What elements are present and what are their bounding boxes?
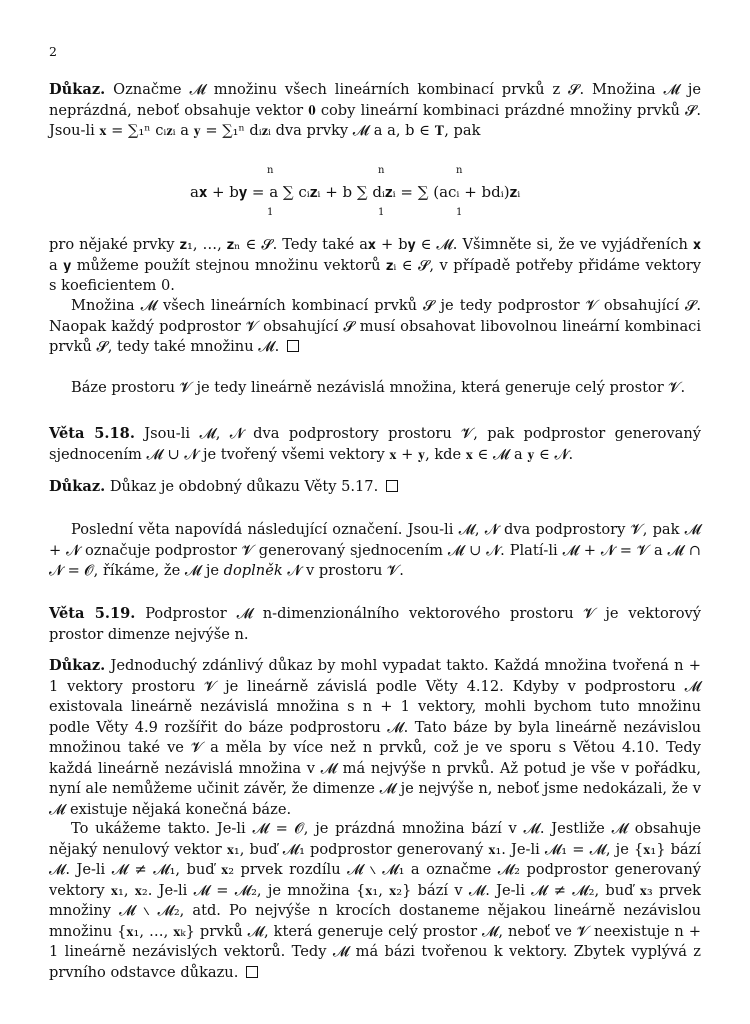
qed-square-icon	[246, 966, 258, 978]
proof1-text-3: Množina 𝓜 všech lineárních kombinací prvků 𝓢 je tedy podprostor 𝓥 obsahující 𝓢. Naopak každý podprostor 𝓥 obsahující 𝓢 musí obsahovat libovolnou lineární kombinaci prvků 𝓢, tedy také množinu 𝓜.	[49, 297, 701, 355]
remark-sum-text-after: 𝓝 v prostoru 𝓥.	[287, 562, 404, 579]
theorem-5-19	[49, 604, 701, 645]
proof1-paragraph-1	[49, 80, 701, 142]
sum3-upper-limit: n	[456, 165, 463, 176]
sum2-upper-limit: n	[378, 165, 385, 176]
equation-main: a𝐱 + b𝐲 = a ∑ cᵢ𝐳ᵢ + b ∑ dᵢ𝐳ᵢ = ∑ (acᵢ + bdᵢ)𝐳ᵢ	[190, 183, 521, 201]
proof3-paragraph-1	[49, 656, 701, 820]
sum2-lower-limit: 1	[378, 207, 385, 218]
proof2-text: Důkaz je obdobný důkazu Věty 5.17.	[109, 478, 379, 495]
qed-square-icon	[287, 340, 299, 352]
page-number: 2	[49, 44, 57, 59]
remark-sum-paragraph	[49, 520, 701, 582]
proof2-paragraph	[49, 477, 701, 498]
theorem-5-18-text: Jsou-li 𝓜, 𝓝 dva podprostory prostoru 𝓥, pak podprostor generovaný sjednocením 𝓜 ∪ 𝓝 je tvořený všemi vektory 𝐱 + 𝐲, kde 𝐱 ∈ 𝓜 a 𝐲 ∈ 𝓝.	[49, 425, 701, 463]
proof1-text-1: Označme 𝓜 množinu všech lineárních kombinací prvků z 𝓢. Množina 𝓜 je neprázdná, neboť obsahuje vektor 𝟎 coby lineární kombinaci prázdné množiny prvků 𝓢. Jsou-li 𝐱 = ∑₁ⁿ cᵢ𝐳ᵢ a 𝐲 = ∑₁ⁿ dᵢ𝐳ᵢ dva prvky 𝓜 a a, b ∈ 𝐓, pak	[49, 81, 701, 139]
theorem-5-19-label: Věta 5.19.	[49, 605, 136, 622]
qed-square-icon	[386, 480, 398, 492]
proof3-label: Důkaz.	[49, 657, 106, 674]
sum1-upper-limit: n	[267, 165, 274, 176]
theorem-5-18-label: Věta 5.18.	[49, 425, 135, 442]
remark-sum-text-before: Poslední věta napovídá následující označení. Jsou-li 𝓜, 𝓝 dva podprostory 𝓥, pak 𝓜 + 𝓝 označuje podprostor 𝓥 generovaný sjednocením 𝓜 ∪ 𝓝. Platí-li 𝓜 + 𝓝 = 𝓥 a 𝓜 ∩ 𝓝 = 𝓞, říkáme, že 𝓜 je	[49, 521, 701, 579]
proof3-paragraph-2	[49, 819, 701, 983]
theorem-5-18	[49, 424, 701, 465]
proof3-text-2: To ukážeme takto. Je-li 𝓜 = 𝓞, je prázdná množina bází v 𝓜. Jestliže 𝓜 obsahuje nějaký nenulový vektor 𝐱₁, buď 𝓜₁ podprostor generovaný 𝐱₁. Je-li 𝓜₁ = 𝓜, je {𝐱₁} bází 𝓜. Je-li 𝓜 ≠ 𝓜₁, buď 𝐱₂ prvek rozdílu 𝓜 ∖ 𝓜₁ a označme 𝓜₂ podprostor generovaný vektory 𝐱₁, 𝐱₂. Je-li 𝓜 = 𝓜₂, je množina {𝐱₁, 𝐱₂} bází v 𝓜. Je-li 𝓜 ≠ 𝓜₂, buď 𝐱₃ prvek množiny 𝓜 ∖ 𝓜₂, atd. Po nejvýše n krocích dostaneme nějakou lineárně nezávislou množinu {𝐱₁, …, 𝐱ₖ} prvků 𝓜, která generuje celý prostor 𝓜, neboť ve 𝓥 neexistuje n + 1 lineárně nezávislých vektorů. Tedy 𝓜 má bázi tvořenou k vektory. Zbytek vyplývá z prvního odstavce důkazu.	[49, 820, 701, 981]
proof1-label: Důkaz.	[49, 81, 106, 98]
proof2-label: Důkaz.	[49, 478, 106, 495]
sum3-lower-limit: 1	[456, 207, 463, 218]
proof1-paragraph-3	[49, 296, 701, 358]
theorem-5-19-text: Podprostor 𝓜 n-dimenzionálního vektorového prostoru 𝓥 je vektorový prostor dimenze nejvýše n.	[49, 605, 702, 643]
linear-combination-equation	[190, 164, 610, 226]
term-complement: doplněk	[223, 562, 283, 579]
proof3-text-1: Jednoduchý zdánlivý důkaz by mohl vypadat takto. Každá množina tvořená n + 1 vektory prostoru 𝓥 je lineárně závislá podle Věty 4.12. Kdyby v podprostoru 𝓜 existovala lineárně nezávislá množina s n + 1 vektory, mohli bychom tuto množinu podle Věty 4.9 rozšířit do báze podprostoru 𝓜. Tato báze by byla lineárně nezávislou množinou také ve 𝓥 a měla by více než n prvků, což je ve sporu s Větou 4.10. Tedy každá lineárně nezávislá množina v 𝓜 má nejvýše n prvků. Až potud je vše v pořádku, nyní ale nemůžeme učinit závěr, že dimenze 𝓜 je nejvýše n, neboť jsme nedokázali, že v 𝓜 existuje nějaká konečná báze.	[49, 657, 701, 818]
basis-remark: Báze prostoru 𝓥 je tedy lineárně nezávislá množina, která generuje celý prostor 𝓥.	[71, 379, 686, 396]
sum1-lower-limit: 1	[267, 207, 274, 218]
proof1-paragraph-2: pro nějaké prvky 𝐳₁, …, 𝐳ₙ ∈ 𝓢. Tedy také a𝐱 + b𝐲 ∈ 𝓜. Všimněte si, že ve vyjádřeních 𝐱 a 𝐲 můžeme použít stejnou množinu vektorů 𝐳ᵢ ∈ 𝓢, v případě potřeby přidáme vektory s koeficientem 0.	[49, 236, 701, 294]
